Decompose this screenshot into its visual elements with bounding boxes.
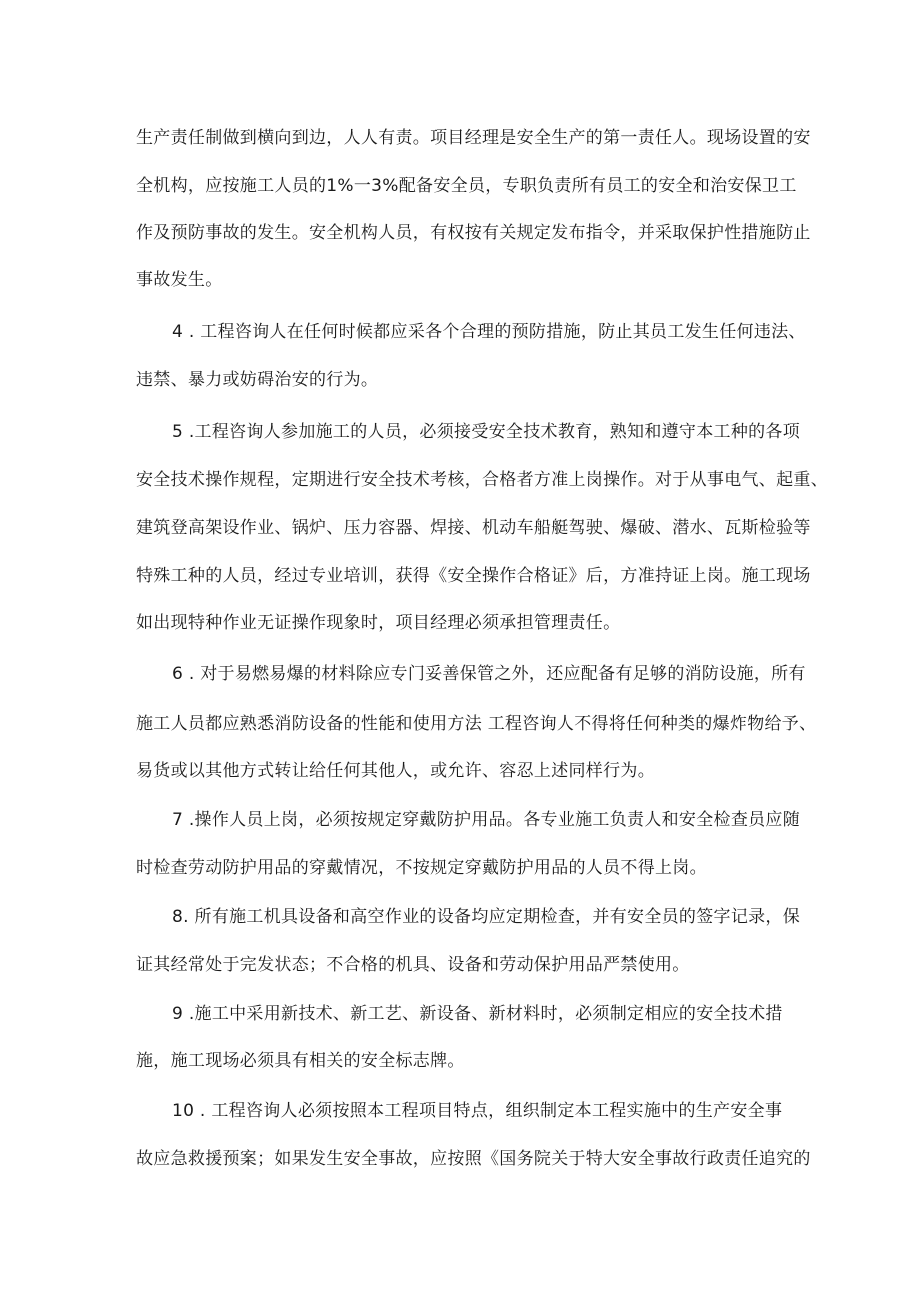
paragraph-line: 易货或以其他方式转让给任何其他人，或允许、容忍上述同样行为。 bbox=[136, 761, 655, 781]
paragraph-line: 作及预防事故的发生。安全机构人员，有权按有关规定发布指令，并采取保护性措施防止 bbox=[136, 223, 811, 243]
paragraph-line: 时检查劳动防护用品的穿戴情况，不按规定穿戴防护用品的人员不得上岗。 bbox=[136, 858, 707, 878]
paragraph-line: 故应急救援预案；如果发生安全事故，应按照《国务院关于特大安全事故行政责任追究的 bbox=[136, 1149, 811, 1169]
paragraph-line: 建筑登高架设作业、锅炉、压力容器、焊接、机动车船艇驾驶、爆破、潜水、瓦斯检验等 bbox=[136, 518, 811, 538]
paragraph-line: 如出现特种作业无证操作现象时，项目经理必须承担管理责任。 bbox=[136, 613, 621, 633]
paragraph-line: 施工人员都应熟悉消防设备的性能和使用方法 工程咨询人不得将任何种类的爆炸物给予、 bbox=[136, 714, 817, 734]
paragraph-line: 生产责任制做到横向到边，人人有责。项目经理是安全生产的第一责任人。现场设置的安 bbox=[136, 128, 811, 148]
paragraph-line: 9 .施工中采用新技术、新工艺、新设备、新材料时，必须制定相应的安全技术措 bbox=[172, 1004, 783, 1024]
paragraph-line: 安全技术操作规程，定期进行安全技术考核，合格者方准上岗操作。对于从事电气、起重、 bbox=[136, 470, 828, 490]
paragraph-line: 违禁、暴力或妨碍治安的行为。 bbox=[136, 370, 379, 390]
paragraph-line: 7 .操作人员上岗，必须按规定穿戴防护用品。各专业施工负责人和安全检查员应随 bbox=[172, 810, 801, 830]
paragraph-line: 特殊工种的人员，经过专业培训，获得《安全操作合格证》后，方准持证上岗。施工现场 bbox=[136, 566, 811, 586]
paragraph-line: 事故发生。 bbox=[136, 270, 223, 290]
paragraph-line: 8. 所有施工机具设备和高空作业的设备均应定期检查，并有安全员的签字记录，保 bbox=[172, 907, 801, 927]
paragraph-line: 5 .工程咨询人参加施工的人员，必须接受安全技术教育，熟知和遵守本工种的各项 bbox=[172, 422, 801, 442]
paragraph-line: 证其经常处于完发状态；不合格的机具、设备和劳动保护用品严禁使用。 bbox=[136, 955, 690, 975]
paragraph-line: 全机构，应按施工人员的1%一3%配备安全员，专职负责所有员工的安全和治安保卫工 bbox=[136, 176, 797, 196]
paragraph-line: 4 . 工程咨询人在任何时候都应采各个合理的预防措施，防止其员工发生任何违法、 bbox=[172, 322, 806, 342]
paragraph-line: 施，施工现场必须具有相关的安全标志牌。 bbox=[136, 1051, 465, 1071]
paragraph-line: 6 . 对于易燃易爆的材料除应专门妥善保管之外，还应配备有足够的消防设施，所有 bbox=[172, 664, 806, 684]
paragraph-line: 10 . 工程咨询人必须按照本工程项目特点，组织制定本工程实施中的生产安全事 bbox=[172, 1101, 783, 1121]
